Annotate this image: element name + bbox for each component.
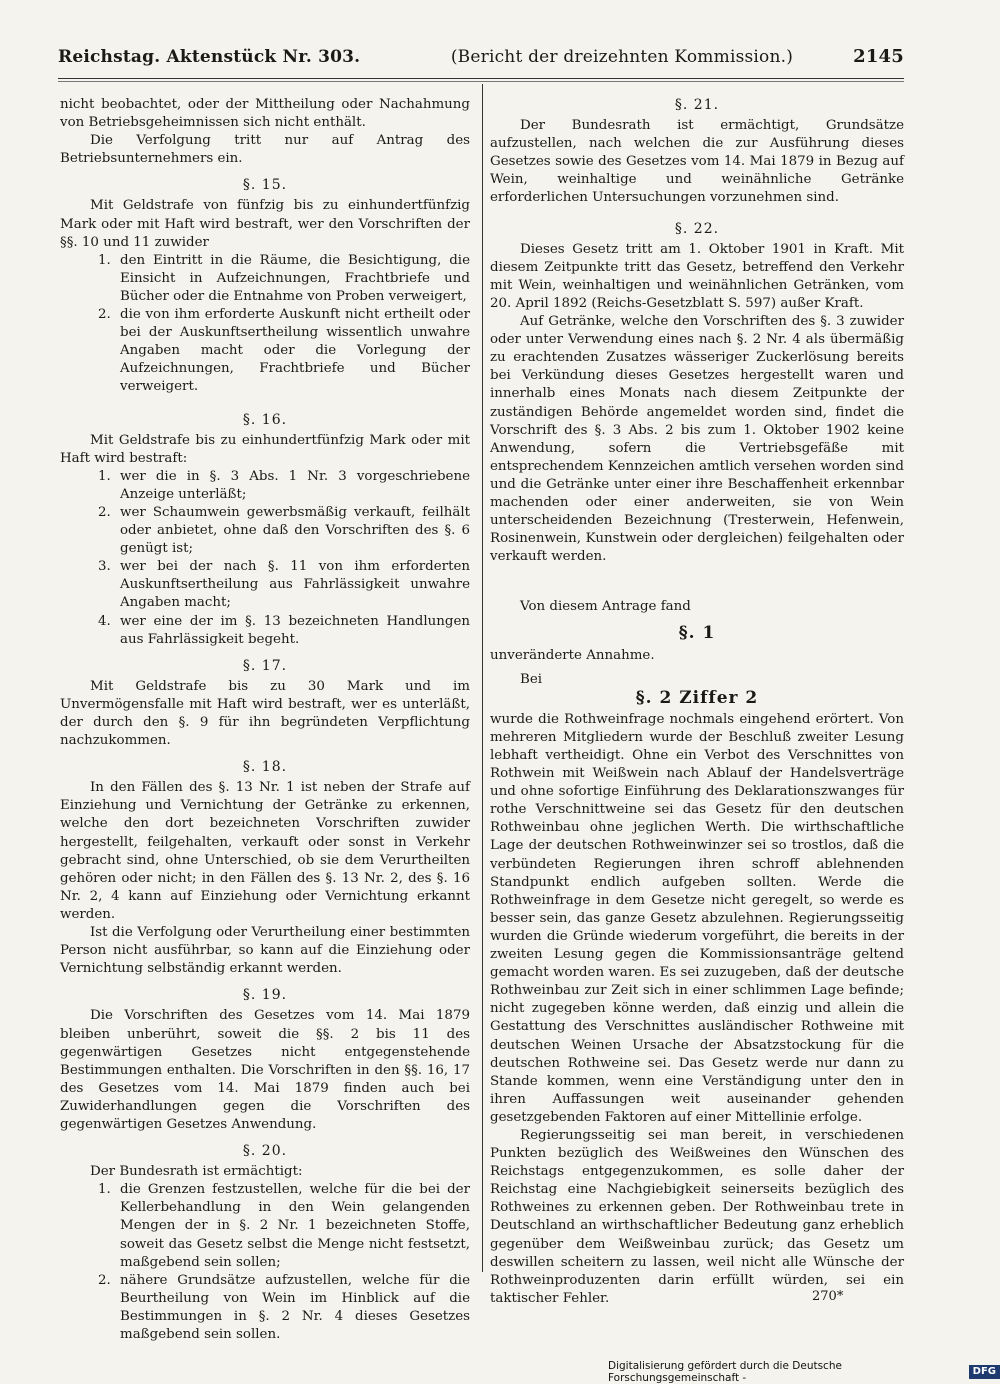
list-item [60,306,470,396]
list-text: die Grenzen festzustellen, welche für die bei der Kellerbehandlung in den Wein gelangenden Mengen der in §. 2 Nr. 1 bezeichneten Stoffe, soweit das Gesetz selbst die Menge nicht festsetzt, maßgebend sein sollen; [120,1182,470,1270]
section-22-text-1: Dieses Gesetz tritt am 1. Oktober 1901 in Kraft. Mit diesem Zeitpunkte tritt das Gesetz, betreffend den Verkehr mit Wein, weinhaltigen und weinähnlichen Getränken, vom 20. April 1892 (Reichs-Gesetzblatt S. 597) außer Kraft. [490,241,904,311]
list-text: die von ihm erforderte Auskunft nicht ertheilt oder bei der Auskunftsertheilung wissentlich unwahre Angaben macht oder die Vorlegung der Aufzeichnungen, Frachtbriefe und Bücher verweigert. [120,307,470,395]
list-item [60,1272,470,1344]
section-1-heading: §. 1 [678,623,716,644]
section-15-list [60,252,470,397]
section-19-text: Die Vorschriften des Gesetzes vom 14. Mai 1879 bleiben unberührt, soweit die §§. 2 bis 11 des gegenwärtigen Gesetzes nicht entgegenstehende Bestimmungen enthalten. Die Vorschriften in den §§. 16, 17 des Gesetzes vom 14. Mai 1879 finden auch bei Zuwiderhandlungen gegen die Vorschriften des gegenwärtigen Gesetzes Anwendung. [60,1008,470,1132]
header-rule-secondary [58,81,904,82]
section-16-text: Mit Geldstrafe bis zu einhundertfünfzig Mark oder mit Haft wird bestraft: [60,432,470,466]
section-2-text-1: wurde die Rothweinfrage nochmals eingehend erörtert. Von mehreren Mitgliedern wurde der Beschluß zweiter Lesung lebhaft vertheidigt. Ohne ein Verbot des Verschnittes von Rothwein mit Weißwein nach Ablauf der Handelsverträge und ohne sofortige Einführung des Deklarationszwanges für rothe Verschnittweine sei das Gesetz für den deutschen Rothweinbau ohne jeglichen Werth. Die wirthschaftliche Lage der deutschen Rothweinwinzer sei so trostlos, daß die verbündeten Regierungen ihren schroff ablehnenden Standpunkt endlich aufgeben sollten. Werde die Rothweinfrage in dem Gesetze nicht geregelt, so werde es besser sein, das ganze Gesetz abzulehnen. Regierungsseitig wurden die Gründe wiederum vorgeführt, die bereits in der zweiten Lesung gegen die Kommissionsanträge geltend gemacht worden waren. Es sei zuzugeben, daß der deutsche Rothweinbau zur Zeit sich in einer schlimmen Lage befinde; nicht zugegeben könne werden, daß einzig und allein die Gestattung des Verschnittes ausländischer Rothweine mit deutschen Weinen Ursache der Absatzstockung für die deutschen Rothweine sei. Das Gesetz werde nur dann zu Stande kommen, wenn eine Verständigung unter den in ihren Auffassungen weit auseinander gehenden gesetzgebenden Faktoren auf einer Mittellinie erfolge. [490,711,904,1125]
spacer [490,566,904,598]
section-15-text: Mit Geldstrafe von fünfzig bis zu einhundertfünfzig Mark oder mit Haft wird bestraft, wer den Vorschriften der §§. 10 und 11 zuwider [60,198,470,250]
left-column [60,96,470,1344]
section-21-heading: §. 21. [674,97,720,113]
list-number: 2. [98,1272,111,1288]
section-20-heading: §. 20. [242,1143,288,1160]
header-rule [58,78,904,79]
list-number: 1. [98,1182,111,1198]
list-text: nähere Grundsätze aufzustellen, welche für die Beurtheilung von Wein im Hinblick auf die Bestimmungen in §. 2 Nr. 4 dieses Gesetzes maßgebend sein sollen. [120,1272,470,1342]
list-item [60,468,470,504]
section-18-text-1: In den Fällen des §. 13 Nr. 1 ist neben der Strafe auf Einziehung und Vernichtung der Getränke zu erkennen, welche den dort bezeichneten Vorschriften zuwider hergestellt, feilgehalten, verkauft oder sonst in Verkehr gebracht sind, ohne Unterschied, ob sie dem Verurtheilten gehören oder nicht; in den Fällen des §. 13 Nr. 2, des §. 16 Nr. 2, 4 kann auf Einziehung oder Vernichtung erkannt werden. [60,780,470,922]
section-2-heading: §. 2 Ziffer 2 [635,687,759,708]
right-column [490,96,904,1308]
bei-text: Bei [520,671,543,687]
header-subtitle: (Bericht der dreizehnten Kommission.) [450,47,794,67]
intro-paragraph: nicht beobachtet, oder der Mittheilung oder Nachahmung von Betriebsgeheimnissen sich nicht enthält. [60,97,470,131]
footer-text: Digitalisierung gefördert durch die Deutsche Forschungsgemeinschaft - [608,1360,842,1384]
list-number: 1. [98,252,111,268]
list-text: wer Schaumwein gewerbsmäßig verkauft, feilhält oder anbietet, ohne daß den Vorschriften des §. 6 genügt ist; [120,504,470,557]
section-20-list [60,1181,470,1344]
antrag-intro: Von diesem Antrage fand [520,599,691,615]
section-2-text-2: Regierungsseitig sei man bereit, in verschiedenen Punkten bezüglich des Weißweines den Wünschen des Reichstags entgegenzukommen, es solle daher der Reichstag eine Nachgiebigkeit seinerseits bezüglich des Rothweines zu erkennen geben. Der Rothweinbau trete in Deutschland an wirthschaftlicher Bedeutung ganz erheblich gegenüber dem Weißweinbau zurück; das Gesetz um deswillen scheitern zu lassen, weil nicht alle Wünsche der Rothweinproduzenten darin erfüllt würden, sei ein taktischer Fehler. [490,1127,904,1306]
column-divider [482,84,483,1272]
section-17-heading: §. 17. [242,657,288,674]
section-21-text: Der Bundesrath ist ermächtigt, Grundsätze aufzustellen, nach welchen die zur Ausführung dieses Gesetzes sowie des Gesetzes vom 14. Mai 1879 in Bezug auf Wein, weinhaltige und weinähnliche Getränke erforderlichen Untersuchungen vorzunehmen sind. [490,118,904,206]
list-number: 4. [98,613,111,629]
list-item [60,558,470,612]
list-number: 1. [98,468,111,484]
list-number: 3. [98,559,111,575]
section-19-heading: §. 19. [242,987,288,1004]
list-item [60,1181,470,1271]
section-16-heading: §. 16. [242,411,288,428]
section-17-text: Mit Geldstrafe bis zu 30 Mark und im Unvermögensfalle mit Haft wird bestraft, wer es unterläßt, der durch den §. 9 für ihn begründeten Verpflichtung nachzukommen. [60,678,470,749]
section-20-text: Der Bundesrath ist ermächtigt: [90,1164,303,1180]
dfg-logo: DFG [969,1365,1000,1379]
signature-mark: 270* [812,1289,844,1304]
list-item [60,613,470,649]
list-text: wer eine der im §. 13 bezeichneten Handlungen aus Fahrlässigkeit begeht. [120,613,470,647]
section-18-text-2: Ist die Verfolgung oder Verurtheilung einer bestimmten Person nicht ausführbar, so kann auf die Einziehung oder Vernichtung selbständig erkannt werden. [60,925,470,977]
list-number: 2. [98,504,111,520]
header-title: Reichstag. Aktenstück Nr. 303. [58,47,361,67]
section-18-heading: §. 18. [242,759,288,776]
section-16-list [60,468,470,649]
list-item [60,504,470,558]
list-text: den Eintritt in die Räume, die Besichtigung, die Einsicht in Aufzeichnungen, Frachtbriefe und Bücher oder die Entnahme von Proben verweigert, [120,252,470,304]
section-22-text-2: Auf Getränke, welche den Vorschriften des §. 3 zuwider oder unter Verwendung eines nach §. 2 Nr. 4 als übermäßig zu erachtenden Zusatzes wässeriger Zuckerlösung bereits bei Verkündung dieses Gesetzes hergestellt waren und innerhalb eines Monats nach diesem Zeitpunkte der zuständigen Behörde angemeldet worden sind, findet die Vorschrift des §. 3 Abs. 2 bis zum 1. Oktober 1902 keine Anwendung, sofern die Vertriebsgefäße mit entsprechendem Kennzeichen amtlich versehen worden sind und die Getränke unter einer ihre Beschaffenheit erkennbar machenden oder einer anderweiten, sie von Wein unterscheidenden Bezeichnung (Tresterwein, Hefenwein, Rosinenwein, Kunstwein oder dergleichen) feilgehalten oder verkauft werden. [490,314,904,565]
list-text: wer die in §. 3 Abs. 1 Nr. 3 vorgeschriebene Anzeige unterläßt; [120,468,470,502]
list-item [60,252,470,306]
section-15-heading: §. 15. [242,177,288,194]
list-text: wer bei der nach §. 11 von ihm erforderten Auskunftsertheilung aus Fahrlässigkeit unwahre Angaben macht; [120,559,470,611]
page-number: 2145 [853,46,904,67]
verfolgung-paragraph: Die Verfolgung tritt nur auf Antrag des Betriebsunternehmers ein. [60,133,470,167]
page-header [58,46,904,76]
section-22-heading: §. 22. [674,220,720,237]
list-number: 2. [98,307,111,323]
section-1-text: unveränderte Annahme. [490,647,655,663]
footer [608,1360,1000,1384]
